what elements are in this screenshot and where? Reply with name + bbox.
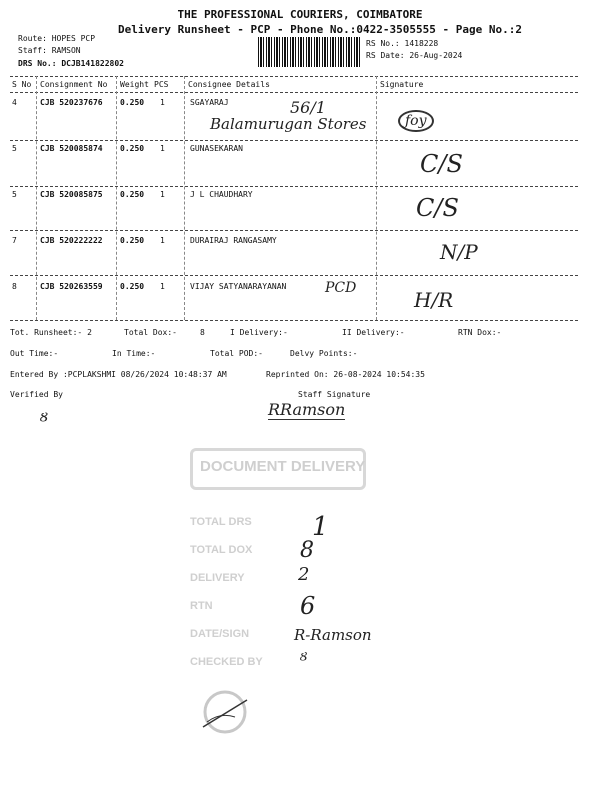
stamp-label: RTN [190,600,213,612]
row-rule [10,186,578,187]
staff-label: Staff: RAMSON [18,46,81,55]
route-label: Route: HOPES PCP [18,34,96,43]
reprinted-on: Reprinted On: 26-08-2024 10:54:35 [266,370,425,379]
header-bottom-rule [10,92,578,93]
row-rule [10,275,578,276]
col-divider [36,76,37,320]
stamp-label: DELIVERY [190,572,245,584]
i-delivery: I Delivery:- [230,328,288,337]
out-time: Out Time:- [10,349,59,358]
stamp-value: ᴽ [300,648,308,672]
row3-pcs: 1 [160,190,165,199]
col-consignee: Consignee Details [188,80,270,89]
row3-weight: 0.250 [120,190,145,199]
rs-number: RS No.: 1418228 [366,39,439,48]
col-sno: S No [12,80,32,89]
total-dox-label: Total Dox:- [124,328,177,337]
col-divider [116,76,117,320]
company-name: THE PROFESSIONAL COURIERS, COIMBATORE [177,8,423,21]
entered-by: Entered By :PCPLAKSHMI 08/26/2024 10:48:37 AM [10,370,227,379]
row5-consignment: CJB 520263559 [40,282,103,291]
stamp-label: DATE/SIGN [190,628,250,640]
round-stamp-mark [195,682,255,742]
row1-hand-address: Balamurugan Stores [210,115,367,133]
row-rule [10,230,578,231]
row2-consignee: GUNASEKARAN [190,144,243,153]
stamp-value: 2 [298,564,310,585]
col-consignment: Consignment No [40,80,108,89]
row1-hand-note: 56/1 [290,98,326,117]
row1-consignee: SGAYARAJ [190,98,229,107]
runsheet-title: Delivery Runsheet - PCP - Phone No.:0422-3505555 - Page No.:2 [118,23,522,36]
row2-sno: 5 [12,144,17,153]
stamp-title: DOCUMENT DELIVERY [200,458,366,475]
rs-date: RS Date: 26-Aug-2024 [366,51,463,60]
row4-consignment: CJB 520222222 [40,236,103,245]
col-weight: Weight [120,80,149,89]
col-divider [376,76,377,320]
stamp-label: TOTAL DRS [190,516,252,528]
tot-runsheet: Tot. Runsheet:- 2 [10,328,92,337]
stamp-label: TOTAL DOX [190,544,253,556]
row5-signature: H/R [414,288,454,312]
drs-number: DRS No.: DCJB141822802 [18,59,124,68]
stamp-value: 8 [300,538,314,563]
staff-signature-label: Staff Signature [298,390,371,399]
table-top-rule [10,76,578,77]
row5-pcs: 1 [160,282,165,291]
row3-sno: 5 [12,190,17,199]
stamp-value: 6 [300,592,316,620]
row5-sno: 8 [12,282,17,291]
row1-pcs: 1 [160,98,165,107]
row4-sno: 7 [12,236,17,245]
row2-pcs: 1 [160,144,165,153]
row5-hand-note: PCD [325,280,357,296]
total-pod: Total POD:- [210,349,263,358]
row1-signature: ƒoy [398,110,434,132]
staff-signed: RRamson [268,400,346,419]
row3-consignee: J L CHAUDHARY [190,190,253,199]
row5-weight: 0.250 [120,282,145,291]
row1-consignment: CJB 520237676 [40,98,103,107]
row2-signature: C/S [420,150,463,178]
row3-consignment: CJB 520085875 [40,190,103,199]
verified-by: Verified By [10,390,63,399]
row3-signature: C/S [416,194,459,222]
row4-signature: N/P [440,240,478,264]
row2-weight: 0.250 [120,144,145,153]
verified-mark: ᴽ [40,410,49,435]
row4-weight: 0.250 [120,236,145,245]
row1-sno: 4 [12,98,17,107]
rtn-dox: RTN Dox:- [458,328,502,337]
row2-consignment: CJB 520085874 [40,144,103,153]
row4-pcs: 1 [160,236,165,245]
in-time: In Time:- [112,349,156,358]
barcode-image [258,37,361,67]
table-bottom-rule [10,320,578,321]
stamp-value: 1 [312,512,329,542]
stamp-value: R-Ramson [294,626,372,644]
total-dox-value: 8 [200,328,205,337]
row4-consignee: DURAIRAJ RANGASAMY [190,236,277,245]
stamp-label: CHECKED BY [190,656,263,668]
col-divider [184,76,185,320]
delvy-points: Delvy Points:- [290,349,358,358]
col-signature: Signature [380,80,424,89]
ii-delivery: II Delivery:- [342,328,405,337]
row1-weight: 0.250 [120,98,145,107]
col-pcs: PCS [154,80,169,89]
row5-consignee: VIJAY SATYANARAYANAN [190,282,287,291]
row-rule [10,140,578,141]
